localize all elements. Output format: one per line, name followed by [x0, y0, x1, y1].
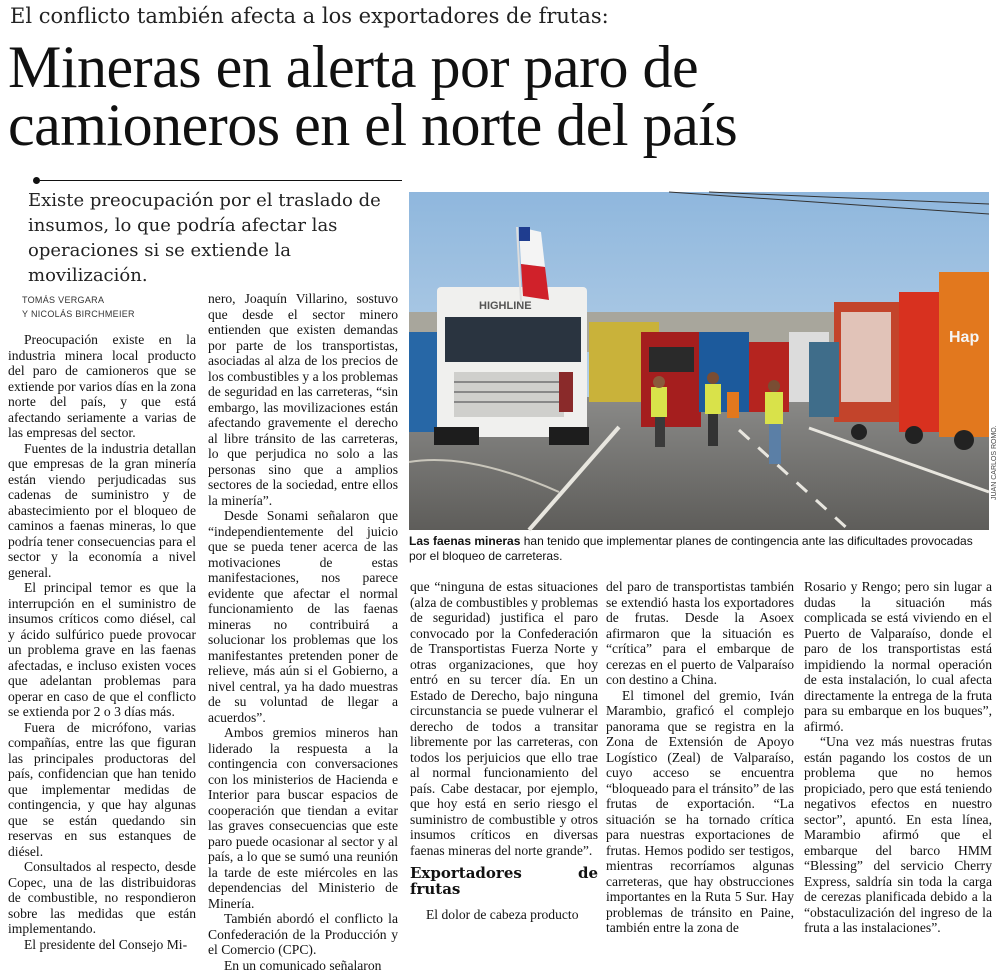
article-column-3: [410, 579, 598, 922]
paragraph: nero, Joaquín Villarino, sostuvo que desde el sector minero entienden que existen demandas por parte de los transportistas, asociadas al alza de los precios de los combustibles y a los problemas de seguridad en las carreteras, “sin embargo, las movilizaciones están afectando gravemente el derecho al libre tránsito de las carreteras, lo que perjudica no solo a las personas sino que a amplios sectores de la sociedad, entre ellos la minería”.: [208, 291, 398, 508]
divider-rule: [40, 180, 402, 181]
article-column-1: [8, 332, 196, 922]
article-column-2: [208, 291, 398, 922]
paragraph: que “ninguna de estas situaciones (alza de combustibles y problemas de seguridad) justifica el paro convocado por la Confederación de Transportistas Fuerza Norte y otras organizaciones, que hoy entró en su tercer día. En un Estado de Derecho, bajo ninguna circunstancia se puede vulnerar el derecho de todos a transitar libremente por las carreteras, con todos los perjuicios que ello trae al normal funcionamiento del país. Cabe destacar, por ejemplo, que hoy está en serio riesgo el suministro de combustible y otros insumos críticos en diversas faenas mineras del norte grande”.: [410, 579, 598, 858]
headline-line-2: camioneros en el norte del país: [8, 96, 998, 154]
byline-author-1: TOMÁS VERGARA: [22, 293, 222, 307]
caption-text: han tenido que implementar planes de contingencia ante las dificultades provocadas por el bloqueo de carreteras.: [409, 534, 973, 563]
headline-line-1: Mineras en alerta por paro de: [8, 38, 998, 96]
paragraph: Fuera de micrófono, varias compañías, entre las que figuran las principales productoras del país, confidencian que han tenido que implementar medidas de contingencia, y que hay algunas que se están quedando sin reservas en sus estanques de diésel.: [8, 720, 196, 860]
photo-caption: [409, 534, 992, 564]
paragraph: El dolor de cabeza producto: [410, 907, 598, 923]
lead-paragraph: Existe preocupación por el traslado de insumos, lo que podría afectar las operaciones si se extiende la movilización.: [28, 188, 400, 288]
byline: [22, 293, 222, 321]
paragraph: Ambos gremios mineros han liderado la respuesta a la contingencia con conversaciones con los ministerios de Hacienda e Interior para buscar espacios de cooperación que tiendan a evitar las graves consecuencias que este paro puede ocasionar al sector y al país, a lo que se sumó una reunión la tarde de este miércoles en las dependencias del Ministerio de Minería.: [208, 725, 398, 911]
photo-credit: JUAN CARLOS ROMO.: [991, 425, 998, 500]
truck-text-hap: Hap: [949, 329, 979, 346]
kicker: El conflicto también afecta a los exportadores de frutas:: [10, 4, 990, 28]
article-column-5: [804, 579, 992, 922]
rule-dot: [33, 177, 40, 184]
paragraph: Preocupación existe en la industria minera local producto del paro de camioneros que se extiende por varios días en la zona norte del país, y que está afectando seriamente a varias de las empresas del sector.: [8, 332, 196, 441]
paragraph: El principal temor es que la interrupción en el suministro de insumos críticos como diésel, cal y ácido sulfúrico puede provocar un problema grave en las faenas afectadas, e incluso existen voces que adelantan problemas para operar en caso de que el conflicto se extienda por 2 o 3 días más.: [8, 580, 196, 720]
paragraph: Fuentes de la industria detallan que empresas de la gran minería están viendo perjudicadas sus cadenas de suministro y de abastecimiento por el bloqueo de caminos a faenas mineras, lo que podría tener consecuencias para el sector y la economía a nivel general.: [8, 441, 196, 581]
paragraph: Consultados al respecto, desde Copec, una de las distribuidoras de combustible, no respondieron sobre las medidas que están implementando.: [8, 859, 196, 937]
paragraph: del paro de transportistas también se extendió hasta los exportadores de frutas. Desde la Asoex afirmaron que la situación es “crítica” para el embarque de cerezas en el puerto de Valparaíso con destino a China.: [606, 579, 794, 688]
article-column-4: [606, 579, 794, 922]
paragraph: El timonel del gremio, Iván Marambio, graficó el complejo panorama que se registra en la Zona de Extensión de Apoyo Logístico (Zeal) de Valparaíso, cuyo acceso se encuentra “bloqueado para el tránsito” de las frutas de exportación. “La situación se ha tornado crítica para nuestras exportaciones de frutas. Hemos podido ser testigos, mientras recorríamos algunas carreteras, que hay obstrucciones importantes en la Ruta 5 Sur. Hay problemas de tránsito en Paine, también entre la zona de: [606, 688, 794, 936]
paragraph: “Una vez más nuestras frutas están pagando los costos de un problema que no hemos propiciado, pero que está teniendo negativos efectos en nuestro sector”, apuntó. En esta línea, Marambio afirmó que el embarque del barco HMM “Blessing” del servicio Cherry Express, saldría sin toda la carga de cerezas planificada debido a la “obstaculización del ingreso de la fruta a las instalaciones”.: [804, 734, 992, 936]
paragraph: El presidente del Consejo Mi-: [8, 937, 196, 953]
byline-author-2: Y NICOLÁS BIRCHMEIER: [22, 307, 222, 321]
paragraph: Rosario y Rengo; pero sin lugar a dudas la situación más complicada se está viviendo en el Puerto de Valparaíso, donde el paro de los transportistas está impidiendo la normal operación de esta instalación, lo cual afecta directamente la entrega de la fruta para su embarque en los buques”, afirmó.: [804, 579, 992, 734]
paragraph: Desde Sonami señalaron que “independientemente del juicio que se pueda tener acerca de las motivaciones de estas manifestaciones, nos parece evidente que afectar el normal funcionamiento de las faenas mineras no contribuirá a solucionar los problemas que los manifestantes pretenden poner de relieve, más aún si el Gobierno, a nivel central, ya ha dado muestras de su voluntad de llegar a acuerdos”.: [208, 508, 398, 725]
news-photo-truck-blockade: [409, 192, 989, 530]
caption-bold: Las faenas mineras: [409, 534, 520, 548]
subheading: Exportadores de frutas: [410, 866, 598, 897]
paragraph: También abordó el conflicto la Confederación de la Producción y el Comercio (CPC).: [208, 911, 398, 958]
truck-text-highline: HIGHLINE: [479, 300, 532, 312]
headline: [8, 38, 998, 154]
paragraph: En un comunicado señalaron: [208, 958, 398, 973]
